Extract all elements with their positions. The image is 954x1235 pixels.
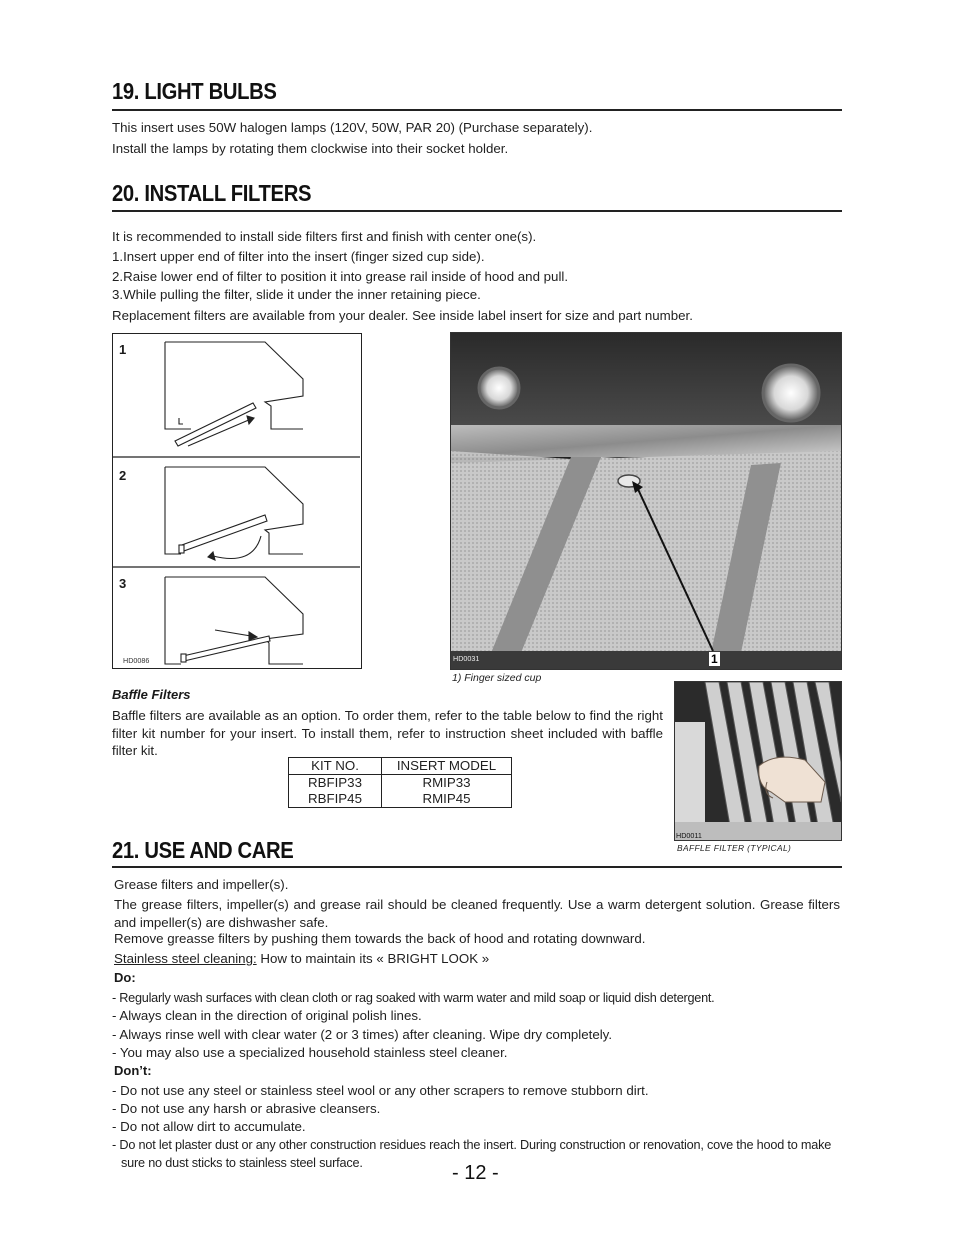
- hood-filter-photo-svg: [451, 333, 841, 669]
- diagram-panel-3: [165, 577, 303, 664]
- dont-label: Don’t:: [114, 1063, 152, 1078]
- hood-photo-callout: 1: [711, 652, 718, 666]
- baffle-heading: Baffle Filters: [112, 687, 191, 702]
- section-21-title: 21. USE AND CARE: [112, 837, 294, 863]
- diagram-label-2: 2: [119, 468, 127, 483]
- baffle-photo-caption: BAFFLE FILTER (TYPICAL): [677, 843, 792, 853]
- hood-filter-photo: [450, 332, 842, 670]
- table-cell-kit: RBFIP33: [289, 775, 382, 792]
- section-19-line-2: Install the lamps by rotating them clockwise into their socket holder.: [112, 141, 509, 156]
- baffle-photo-code: HD0011: [676, 831, 702, 840]
- install-step-3: 3.While pulling the filter, slide it under the inner retaining piece.: [112, 287, 481, 302]
- baffle-filter-photo: [674, 681, 842, 841]
- dont-item: - Do not let plaster dust or any other construction residues reach the insert. During construction or renovation, cove the hood to make sure no dust sticks to stainless steel surface.: [112, 1138, 832, 1170]
- baffle-text: Baffle filters are available as an option. To order them, refer to the table below to find the right filter kit number for your insert. To install them, refer to instruction sheet included with baffle filter kit.: [112, 708, 663, 758]
- section-19-title: 19. LIGHT BULBS: [112, 78, 277, 104]
- install-intro: It is recommended to install side filters first and finish with center one(s).: [112, 229, 537, 244]
- diagram-panel-2: [165, 467, 303, 560]
- do-item: - You may also use a specialized household stainless steel cleaner.: [112, 1045, 508, 1060]
- diagram-label-1: 1: [119, 342, 127, 357]
- dont-item: - Do not use any steel or stainless steel wool or any other scrapers to remove stubborn dirt.: [112, 1083, 649, 1098]
- do-item: - Always clean in the direction of original polish lines.: [112, 1008, 422, 1023]
- table-header-row: [289, 758, 512, 775]
- hood-photo-caption: 1) Finger sized cup: [452, 672, 542, 684]
- table-header-kit: KIT NO.: [289, 758, 382, 775]
- section-20-rule: [112, 210, 842, 212]
- section-20-title: 20. INSTALL FILTERS: [112, 180, 312, 206]
- table-cell-model: RMIP45: [382, 791, 512, 808]
- stainless-label: Stainless steel cleaning:: [114, 951, 257, 966]
- care-remove-note: Remove greasse filters by pushing them towards the back of hood and rotating downward.: [114, 931, 646, 946]
- do-item: - Regularly wash surfaces with clean cloth or rag soaked with warm water and mild soap or liquid dish detergent.: [112, 991, 715, 1005]
- stainless-rest: How to maintain its « BRIGHT LOOK »: [256, 951, 490, 966]
- stainless-line: [114, 950, 489, 968]
- section-19-rule: [112, 109, 842, 111]
- do-label: Do:: [114, 970, 136, 985]
- replacement-note: Replacement filters are available from your dealer. See inside label insert for size and part number.: [112, 308, 693, 323]
- page-number: - 12 -: [452, 1162, 499, 1184]
- install-step-2: 2.Raise lower end of filter to position it into grease rail inside of hood and pull.: [112, 269, 569, 284]
- section-19-line-1: This insert uses 50W halogen lamps (120V, 50W, PAR 20) (Purchase separately).: [112, 120, 593, 135]
- diagram-code: HD0086: [123, 656, 150, 665]
- baffle-kit-table: [288, 757, 512, 808]
- care-intro: Grease filters and impeller(s).: [114, 877, 289, 892]
- do-item: - Always rinse well with clear water (2 or 3 times) after cleaning. Wipe dry completely.: [112, 1027, 613, 1042]
- diagram-panel-1: [165, 342, 303, 446]
- table-header-model: INSERT MODEL: [382, 758, 512, 775]
- dont-item: - Do not allow dirt to accumulate.: [112, 1119, 306, 1134]
- baffle-filter-photo-svg: [675, 682, 841, 840]
- filter-install-diagram: [112, 333, 362, 669]
- table-row: [289, 775, 512, 792]
- diagram-label-3: 3: [119, 576, 127, 591]
- section-21-rule: [112, 866, 842, 868]
- table-row: [289, 791, 512, 808]
- table-cell-kit: RBFIP45: [289, 791, 382, 808]
- install-step-1: 1.Insert upper end of filter into the insert (finger sized cup side).: [112, 249, 485, 264]
- hood-photo-code: HD0031: [453, 654, 480, 663]
- care-paragraph: The grease filters, impeller(s) and grease rail should be cleaned frequently. Use a warm detergent solution. Grease filters and impeller(s) are dishwasher safe.: [114, 897, 840, 930]
- dont-item: - Do not use any harsh or abrasive cleansers.: [112, 1101, 381, 1116]
- filter-install-diagram-svg: [113, 334, 360, 667]
- table-cell-model: RMIP33: [382, 775, 512, 792]
